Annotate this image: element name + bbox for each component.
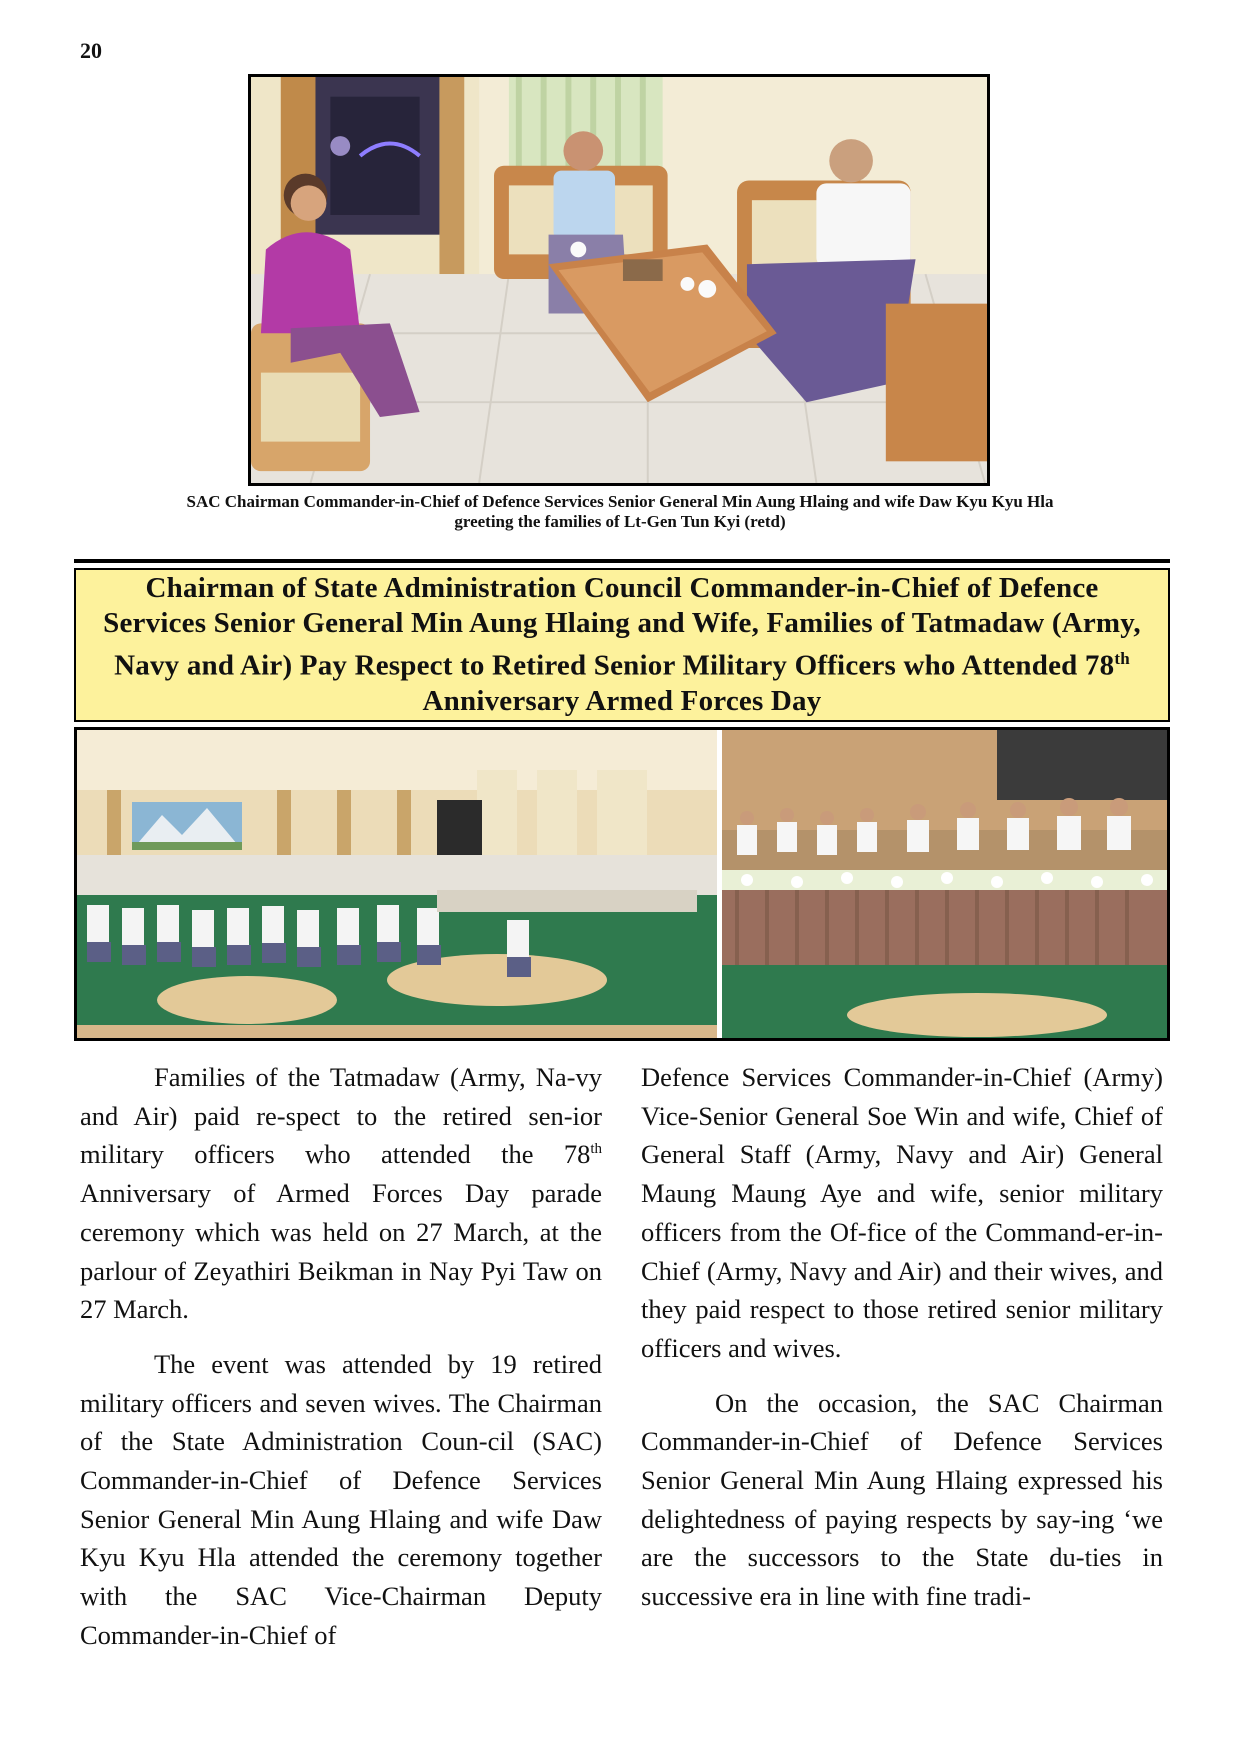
ceremony-photo — [74, 727, 1170, 1041]
photo-caption — [70, 492, 1170, 532]
paragraph-1-text-end: Anniversary of Armed Forces Day parade ceremony which was held on 27 March, at the parlour of Zeyathiri Beikman in Nay Pyi Taw on 27 March. — [80, 1178, 602, 1325]
section-divider — [74, 559, 1170, 563]
article-column-right — [641, 1058, 1163, 1632]
article-column-left — [80, 1058, 602, 1671]
headline-box — [74, 568, 1170, 722]
meeting-photo-illustration — [251, 77, 987, 483]
article-headline — [76, 571, 1168, 719]
meeting-photo — [248, 74, 990, 486]
paragraph-1-text: Families of the Tatmadaw (Army, Na-vy and Air) paid re-spect to the retired sen-ior military officers who attended the 78 — [80, 1062, 602, 1170]
page-number: 20 — [80, 38, 102, 63]
headline-text-end: Anniversary Armed Forces Day — [422, 684, 822, 717]
caption-line-2: greeting the families of Lt-Gen Tun Kyi (retd) — [454, 512, 786, 531]
article-paragraph-3: Defence Services Commander-in-Chief (Army) Vice-Senior General Soe Win and wife, Chief of General Staff (Army, Navy and Air) General Maung Maung Aye and wife, senior military officers from the Of-fice of the Command-er-in-Chief (Army, Navy and Air) and their wives, and they paid respect to those retired senior military officers and wives. — [641, 1062, 1163, 1363]
headline-superscript: th — [1114, 649, 1130, 669]
caption-line-1: SAC Chairman Commander-in-Chief of Defence Services Senior General Min Aung Hlaing and wife Daw Kyu Kyu Hla — [186, 492, 1054, 511]
headline-text: Chairman of State Administration Council Commander-in-Chief of Defence Services Senior General Min Aung Hlaing and Wife, Families of Tatmadaw (Army, Navy and Air) Pay Respect to Retired Senior Military Officers who Attended 78 — [103, 572, 1141, 682]
ceremony-photo-illustration — [77, 730, 1167, 1038]
article-paragraph-4: On the occasion, the SAC Chairman Commander-in-Chief of Defence Services Senior General Min Aung Hlaing expressed his delightedness of paying respects by say-ing ‘we are the successors to the State du-ties in successive era in line with fine tradi- — [641, 1387, 1163, 1612]
article-paragraph-2: The event was attended by 19 retired military officers and seven wives. The Chairman of the State Administration Coun-cil (SAC) Commander-in-Chief of Defence Services Senior General Min Aung Hlaing and wife Daw Kyu Kyu Hla attended the ceremony together with the SAC Vice-Chairman Deputy Commander-in-Chief of — [80, 1348, 602, 1650]
article-paragraph-1 — [80, 1058, 602, 1329]
paragraph-1-superscript: th — [590, 1141, 602, 1158]
